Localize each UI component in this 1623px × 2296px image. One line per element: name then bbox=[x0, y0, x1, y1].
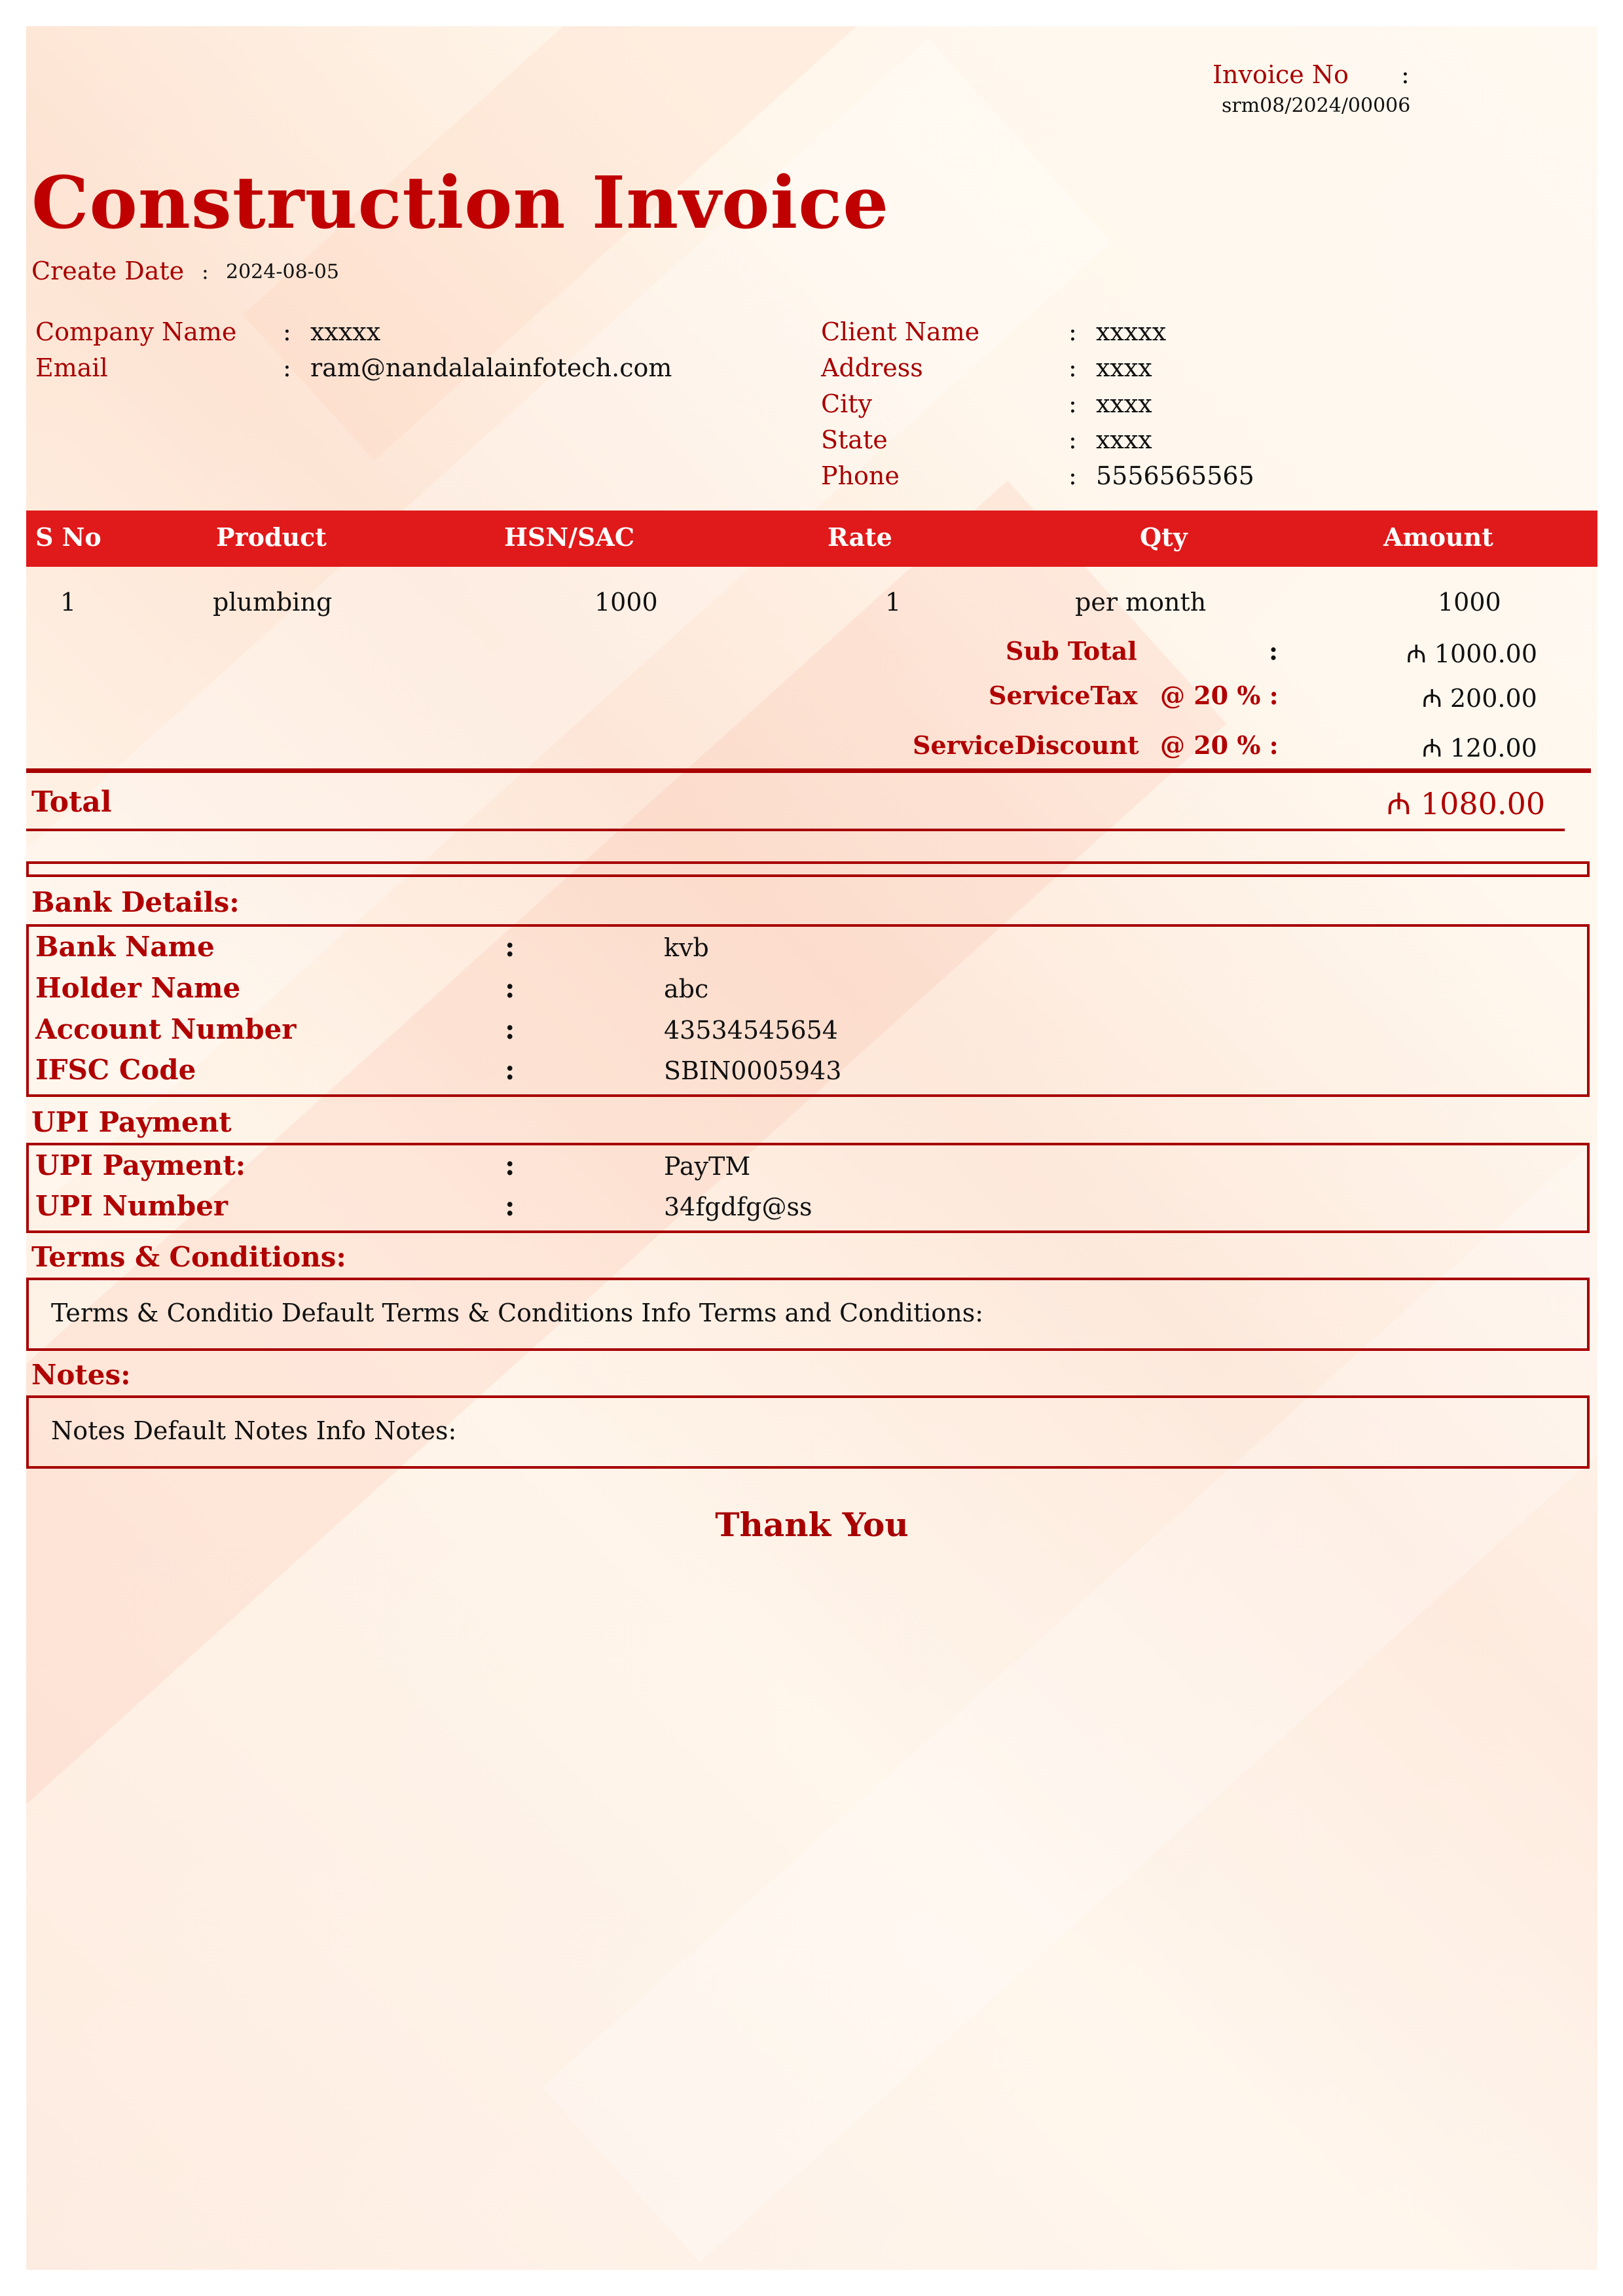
holder-name-label: Holder Name bbox=[35, 972, 241, 1004]
separator-box bbox=[26, 861, 1590, 877]
colon: : bbox=[505, 972, 515, 1004]
company-email-label: Email bbox=[35, 353, 108, 382]
bank-name-label: Bank Name bbox=[35, 931, 215, 963]
client-address-label: Address bbox=[821, 353, 923, 382]
client-city-label: City bbox=[821, 389, 872, 418]
client-address-value: xxxx bbox=[1096, 353, 1152, 382]
terms-box bbox=[26, 1278, 1590, 1351]
company-name-label: Company Name bbox=[35, 317, 237, 346]
bank-details-title: Bank Details: bbox=[31, 886, 240, 918]
client-phone-value: 5556565565 bbox=[1096, 461, 1254, 490]
ifsc-code-label: IFSC Code bbox=[35, 1054, 196, 1086]
service-discount-label: ServiceDiscount bbox=[913, 730, 1139, 760]
colon: : bbox=[1068, 461, 1077, 490]
notes-text: Notes Default Notes Info Notes: bbox=[51, 1416, 457, 1445]
bank-name-value: kvb bbox=[664, 933, 709, 962]
total-label: Total bbox=[31, 785, 112, 819]
colon: : bbox=[505, 1190, 515, 1222]
colon: : bbox=[1068, 317, 1077, 346]
invoice-sheet bbox=[26, 26, 1597, 2270]
colon: : bbox=[505, 931, 515, 963]
colon: : bbox=[283, 353, 291, 382]
create-date-label: Create Date bbox=[31, 257, 185, 285]
thank-you-text: Thank You bbox=[715, 1505, 909, 1544]
cell-amount: 1000 bbox=[1438, 588, 1501, 617]
page-title: Construction Invoice bbox=[31, 160, 890, 245]
upi-payment-label: UPI Payment: bbox=[35, 1149, 246, 1181]
invoice-no-value: srm08/2024/00006 bbox=[1222, 94, 1411, 117]
terms-text: Terms & Conditio Default Terms & Conditions Info Terms and Conditions: bbox=[51, 1299, 984, 1327]
bank-details-box bbox=[26, 924, 1590, 1097]
client-name-label: Client Name bbox=[821, 317, 980, 346]
service-tax-rate: @ 20 % : bbox=[1160, 681, 1279, 710]
colon: : bbox=[1068, 389, 1077, 418]
notes-title: Notes: bbox=[31, 1359, 131, 1391]
cell-qty: per month bbox=[1075, 588, 1207, 617]
client-state-label: State bbox=[821, 425, 888, 454]
colon: : bbox=[505, 1054, 515, 1086]
cell-rate: 1 bbox=[885, 588, 902, 617]
column-header-product: Product bbox=[216, 522, 327, 552]
upi-number-value: 34fgdfg@ss bbox=[664, 1193, 812, 1221]
cell-product: plumbing bbox=[213, 588, 333, 617]
upi-number-label: UPI Number bbox=[35, 1190, 228, 1222]
notes-box bbox=[26, 1395, 1590, 1469]
upi-payment-value: PayTM bbox=[664, 1152, 751, 1181]
ifsc-code-value: SBIN0005943 bbox=[664, 1056, 842, 1085]
total-divider-top bbox=[26, 768, 1591, 773]
column-header-qty: Qty bbox=[1140, 522, 1188, 552]
holder-name-value: abc bbox=[664, 975, 709, 1003]
create-date-value: 2024-08-05 bbox=[226, 260, 339, 283]
upi-payment-title: UPI Payment bbox=[31, 1106, 232, 1138]
items-table-header bbox=[26, 511, 1597, 567]
client-state-value: xxxx bbox=[1096, 425, 1152, 454]
column-header-sno: S No bbox=[35, 522, 101, 552]
terms-title: Terms & Conditions: bbox=[31, 1241, 346, 1273]
column-header-amount: Amount bbox=[1383, 522, 1493, 552]
total-divider-bottom bbox=[26, 829, 1565, 831]
upi-box bbox=[26, 1143, 1590, 1233]
colon: : bbox=[1068, 425, 1077, 454]
account-number-value: 43534545654 bbox=[664, 1016, 838, 1045]
client-name-value: xxxxx bbox=[1096, 317, 1167, 346]
client-phone-label: Phone bbox=[821, 461, 900, 490]
service-discount-rate: @ 20 % : bbox=[1160, 730, 1279, 760]
service-tax-label: ServiceTax bbox=[989, 681, 1138, 710]
subtotal-value: ₼ 1000.00 bbox=[1406, 639, 1537, 668]
client-city-value: xxxx bbox=[1096, 389, 1152, 418]
service-tax-value: ₼ 200.00 bbox=[1422, 684, 1537, 713]
account-number-label: Account Number bbox=[35, 1013, 297, 1045]
cell-sno: 1 bbox=[60, 588, 77, 617]
column-header-rate: Rate bbox=[828, 522, 892, 552]
colon: : bbox=[283, 317, 291, 346]
column-header-hsn: HSN/SAC bbox=[504, 522, 635, 552]
colon: : bbox=[1068, 353, 1077, 382]
colon: : bbox=[505, 1149, 515, 1181]
subtotal-label: Sub Total bbox=[1006, 636, 1137, 666]
cell-hsn: 1000 bbox=[594, 588, 658, 617]
total-value: ₼ 1080.00 bbox=[1387, 786, 1546, 821]
subtotal-colon: : bbox=[1269, 636, 1279, 666]
create-date-colon: : bbox=[202, 259, 209, 284]
invoice-no-colon: : bbox=[1401, 60, 1410, 89]
company-email-value: ram@nandalalainfotech.com bbox=[310, 353, 672, 382]
invoice-no-label: Invoice No bbox=[1213, 60, 1349, 89]
service-discount-value: ₼ 120.00 bbox=[1422, 734, 1537, 762]
company-name-value: xxxxx bbox=[310, 317, 381, 346]
colon: : bbox=[505, 1013, 515, 1045]
